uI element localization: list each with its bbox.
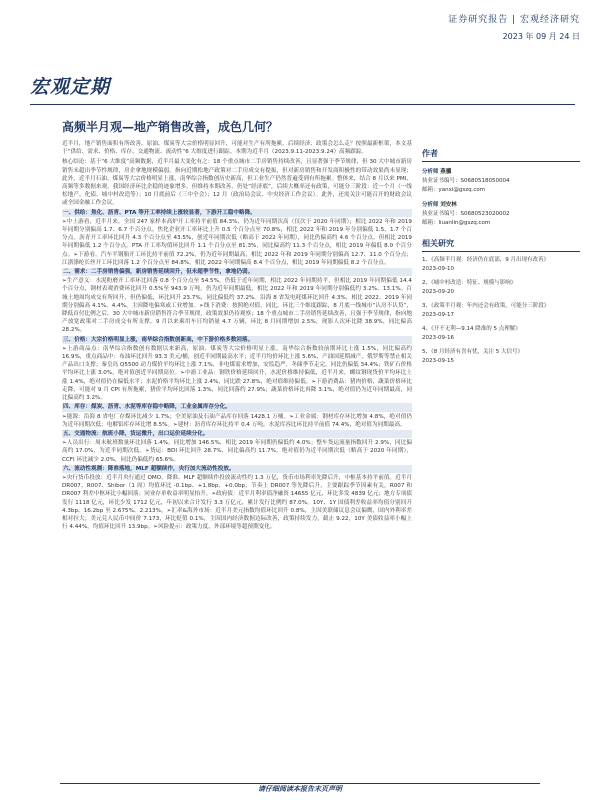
related-report-title: 1、《高频半月观：经济仍在底部，9 月出现有改善》 (422, 257, 549, 263)
license-label: 执业证书编号： (422, 211, 461, 217)
related-list (422, 256, 580, 366)
section-heading: 一、供给：焦化、沥青、PTA 等开工率持续上涨较显著，下游开工稳中略降。 (62, 209, 412, 217)
section-heading: 三、价格：大宗价格明显上涨，南华综合指数创新高，中下游价格多数回落。 (62, 336, 412, 344)
intro-paragraph: 近半月，地产销售面积有所改善，原油、煤炭等大宗价格明显回升，可能对生产有所拖累，后续经济、政策会怎么走？按照最新框架，本文基于“供给、需求、价格、库存、交通物流、流动性”6 大维度进行跟踪。本期为近半月（2023.9.11-2023.9.24）高频跟踪。 (62, 141, 412, 156)
section-heading: 六、流动性观测：降准落地，MLF 超额续作，央行加大流动性投放。 (62, 465, 412, 473)
core-conclusion: 核心结论：基于“6 大维度”高频数据，近半月最大变化有之：18 个重点城市二手房销售持续改善，且显著强于季节规律，但 30 大中城市新房销售未超出季节性规律，房企拿地规模偏弱。指向近期松地产政策对二手房成交有提振，但对新房销售和开发商积极性的带动效果尚未显现；此外，近半月石油、煤炭等大宗价格明显上涨，南华综合指数创历史新高，但工业生产仍然普遍受到有所拖累。整体来，结合 8 月以来 PMI、高频等多数据来观，我国经济环比企稳的迹象增多，但维持本期改善，仍处“经济底”，后续大概率还有政策，可能分三阶段：近一个月（一线松地产、化债、城中村改造等）；10 月底前后（三中全会）；12 月（政治局会议、中央经济工作会议）。此外，还需关注可能召开的财政会议或全国金融工作会议。 (62, 159, 412, 207)
author-list (422, 168, 580, 228)
section-body: ➢能源：沿海 8 省电厂存煤环比减少 1.7%；全美原油及石油产品库存回落 1428.1 万桶。➢工业金属：钢材库存环比增加 4.8%，绝对值仍为近年同期次低；电解铝库存环比增 8.5%。➢建材：沥青库存环比持平 0.4 万吨，水泥库容比环比持平前值 74.4%，绝对值为同期最高。 (62, 413, 412, 428)
email-label: 邮箱： (422, 187, 439, 193)
section-heading: 五、交通物流：航班小降，货运微升，出口运价延续分化。 (62, 430, 412, 438)
report-body (62, 140, 412, 531)
author-role: 分析师 (422, 202, 439, 208)
section-body: ➢生产意义：水泥粉磨开工率环比回落 0.8 个百分点至 54.5%，仍低于近年同期，相比 2022 年同期持平，但相比 2019 年同期偏低 14.4 个百分点，钢材表观消费环比回升 0.5%至 943.9 万吨，仍为近年同期最低，相比 2022 年和 2019 年同期分别偏低约 3.2%、13.1%。百城土地周均成交有所回升，但仍偏低，环比回升 23.7%，同比偏低约 37.2%。沿海 8 省发电耗煤环比回升 4.3%，相比 2022、2019 年同期分别偏高 4.1%、4.4%，主因降电偏寒或工业增加。➢线下消费：按照绝对值，同比，环比三个维度跟踪，8 月底一线城市“认房不认贷”，降低首付比例之后，30 大中城市新房销售符合季节规律，政策效果仍待观察；18 个重点城市二手房销售延续改善，且强于季节规律，指向地产放宽政策对二手房成交有所支撑。9 月以来乘用车日均销量 4.7 万辆，环比 8 月同期增加 2.5%，现影人次环比降 38.9%，同比偏高 28.2%。 (62, 278, 412, 334)
section-body: ➢央行货币投放：近半月央行通过 OMO、降准、MLF 超额续作投放流动性约 1.3 万亿，货币市场利率先降后升，中枢基本持平前值。近半月 DR007、R007、Shibor（1 周）均值环比 -0.1bp、+1.8bp、+0.0bp，节奏上 DR007 等先降后升，主要跟踪季节因素有关，R007 和 DR007 利差中枢环比小幅回落；同业存单收益率明显抬升。➢政府债：近半月利率债净融资 14655 亿元，环比多发 4839 亿元；地方专项债发行 1118 亿元，环比少发 1712 亿元，年初以来合计发行 3.3 万亿元，累计发行比例约 87.0%。10Y、1Y 国债利差收益率均值分别回升 4.3bp、16.2bp 至 2.675%、2.213%。➢汇率&海外市场：近半月美元指数均值环比回升 0.8%，主因美联储议息会议偏鹰，国内外利率差相对拉大；美元兑人民币中间价 7.173，环比贬值 0.1%，主因国内经济数据边际改善，政策持续发力，截止 9.22，10Y 美债收益率小幅上行 4.44%，均值环比回升 13.9bp。➢风险提示：政策力度，外部环境等超预期变化。 (62, 474, 412, 531)
related-report-title: 2、《城中村改造：特征、规模与影响》 (422, 280, 517, 286)
related-report-item[interactable] (422, 302, 580, 320)
license-number: S0680518050004 (460, 178, 510, 184)
section-list (62, 209, 412, 532)
authors-heading: 作者 (422, 138, 580, 162)
related-report-item[interactable] (422, 279, 580, 297)
report-category: 证券研究报告 | 宏观经济研究 (448, 15, 580, 25)
author-email-link[interactable]: liuanlin@gszq.com (438, 220, 491, 226)
related-report-title: 4、《开不无利—9.14 降准的 5 点理解》 (422, 326, 521, 332)
title-rule (30, 104, 575, 105)
title-band (30, 72, 110, 99)
related-report-date: 2023-09-16 (422, 335, 454, 341)
related-report-title: 5、《8 月经济有喜有忧，关注 5 大信号》 (422, 349, 523, 355)
main-title: 宏观定期 (30, 76, 111, 98)
related-report-date: 2023-09-20 (422, 289, 454, 295)
related-report-item[interactable] (422, 348, 580, 366)
related-report-date: 2023-09-15 (422, 358, 454, 364)
author-role: 分析师 (422, 169, 439, 175)
author-card (422, 201, 580, 228)
footer-disclaimer: 请仔细阅读本报告末页声明 (258, 785, 342, 793)
related-report-title: 3、《政策半月观：年内还会有政策，可能分三阶段》 (422, 303, 550, 309)
related-report-date: 2023-09-17 (422, 312, 454, 318)
section-heading: 四、库存：煤炭、沥青、水泥等库存稳中略降，工业金属库存分化。 (62, 403, 412, 411)
section-heading: 二、需求：二手房销售偏强，新房销售延续回升，但未超季节性，拿地仍弱。 (62, 268, 412, 276)
related-report-date: 2023-09-10 (422, 266, 454, 272)
section-body: ➢上游商品点：南华综合指数创有数据以来新高，原油、煤炭等大宗价格明显上涨。南华综合指数较前期环比上涨 1.5%，同比偏高约 16.9%，重点商品中：布油环比回升 93.3 美元/桶，创近半同期最高水平；近半月均价环比上涨 5.6%，产油国延期减产，俄罗斯等禁止相关产品出口支撑；秦皇岛 Q5500 动力煤价平均环比上涨 7.1%，非电煤需求增加，安监趋严，冬储季节走完，同比仍偏低 34.4%；铁矿石价格平均环比上涨 3.0%，绝对值创近半同期高位。➢中游工业品：钢铁价格延续回升，水泥价格维持偏低，近半月来，螺纹钢现货价平均环比上涨 1.4%，绝对值仍在偏低水平；水泥价格平均环比上涨 2.4%，同比跌 27.8%，绝对值维持偏低。➢下游消费品：猪肉价格、蔬菜价格环比走降，可能对 9 月 CPI 有所拖累，猪价平均环比回落 1.3%，同比回落约 27.9%；蔬菜价格环比再降 3.1%，绝对值仍为近年同期最高，同比偏高约 3.2%。 (62, 345, 412, 402)
related-heading: 相关研究 (422, 228, 580, 252)
license-label: 执业证书编号： (422, 178, 461, 184)
section-body: ➢中上游看，近半月来，全国 247 家样本高炉开工率持平前值 84.3%，仍为近年同期次高（仅次于 2020 年同期）；相比 2022 年和 2019 年同期分别偏高 1.7、6.7 个百分点。焦化企业开工率环比上升 0.5 个百分点至 70.8%，相比 2022 年和 2019 年分别偏低 1.5、1.7 个百分点。沥青开工率环比回升 4.3 个百分点至 43.5%，创近年同期次低（略高于 2022 年同期），同比仍偏高约 4.6 个百分点。但相比 2019 年同期偏低 1.2 个百分点。PTA 开工率均值环比回升 1.1 个百分点至 81.3%，同比偏高约 11.3 个百分点，相比 2019 年偏低 8.0 个百分点。➢下游看，汽车半钢胎开工环比持平前值 72.2%，仍为近年同期最高，相比 2022 年和 2019 年同期分别偏高 12.7、11.0 个百分点；江浙涤纶长丝开工环比回落 1.2 个百分点至 84.8%，相比 2022 年同期偏高 8.4 个百分点，相比 2019 年同期偏低 8.2 个百分点。 (62, 218, 412, 266)
related-report-item[interactable] (422, 325, 580, 343)
license-number: S0680523020002 (460, 211, 510, 217)
email-label: 邮箱： (422, 220, 439, 226)
report-header (448, 12, 580, 42)
author-card (422, 168, 580, 195)
section-body: ➢人员出行：周末航班数量环比回落 1.4%，同比增加 146.5%，相比 2019 年同期仍偏低约 4.0%；整车货运流量指数回升 2.9%，同比偏高约 17.0%，为近半同期次低。➢货运：BDI 环比回升 28.7%，同比偏高约 11.7%，绝对值仍为近半同期次低（略高于 2020 年同期），CCFI 环比减少 2.0%，同比仍偏低约 65.6%。 (62, 440, 412, 463)
report-date: 2023 年 09 月 24 日 (502, 32, 580, 41)
sub-title: 高频半月观—地产销售改善，成色几何？ (62, 120, 279, 134)
author-name: 燕骥 (440, 169, 452, 175)
author-email-link[interactable]: yanxi@gszq.com (438, 187, 486, 193)
author-name: 刘安林 (440, 202, 457, 208)
related-report-item[interactable] (422, 256, 580, 274)
sidebar (422, 138, 580, 371)
